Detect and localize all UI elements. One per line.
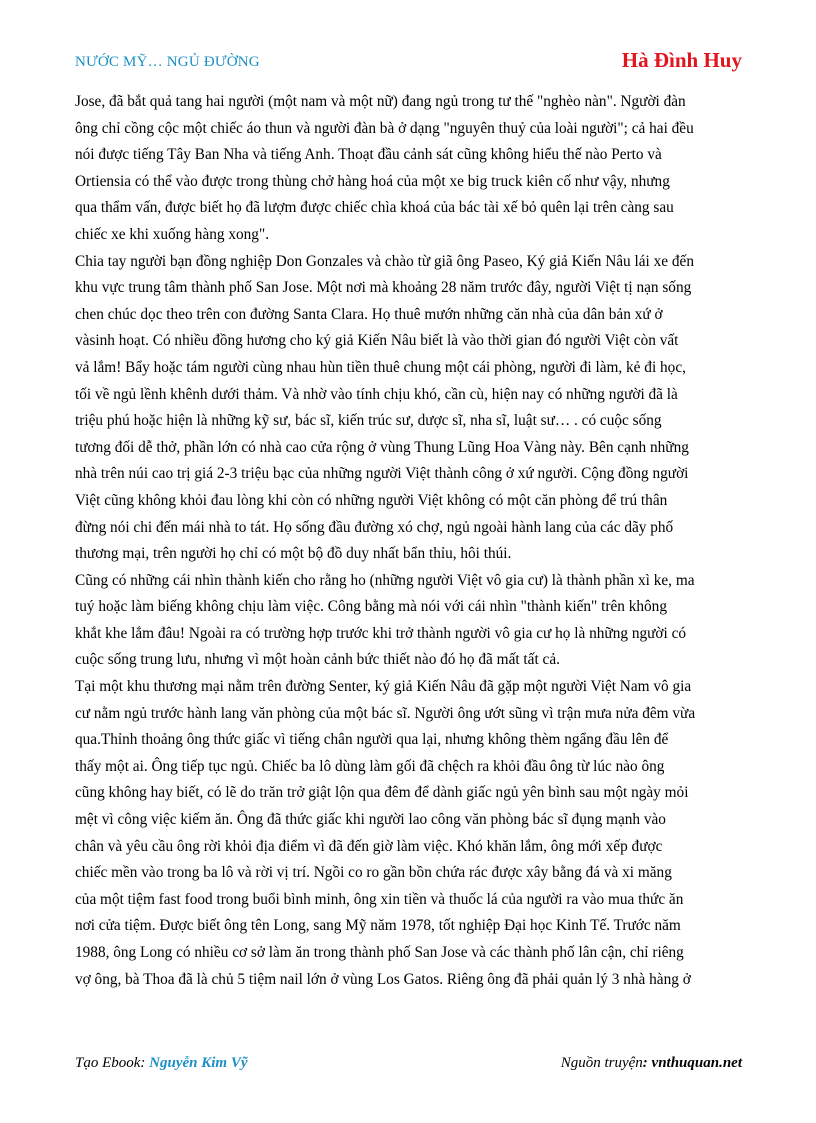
text-line: Tại một khu thương mại nằm trên đường Senter, ký giả Kiến Nâu đã gặp một người Việt Nam vô gia	[75, 678, 692, 696]
text-line: tương đối dễ thở, phần lớn có nhà cao cửa rộng ở vùng Thung Lũng Hoa Vàng này. Bên cạnh những	[75, 438, 689, 456]
text-line: chiếc mền vào trong ba lô và rời vị trí. Ngồi co ro gần bồn chứa rác được xây bằng đá và xi măng	[75, 864, 672, 882]
text-line: nhà trên núi cao trị giá 2-3 triệu bạc của những người Việt thành công ở xứ người. Cộng đồng người	[75, 465, 689, 483]
text-line: thương mại, trên người họ chỉ có một bộ đồ duy nhất bẩn thỉu, hôi thúi.	[75, 545, 512, 563]
text-line: ông chỉ cồng cộc một chiếc áo thun và người đàn bà ở dạng "nguyên thuỷ của loài người"; cả hai đều	[75, 119, 694, 137]
text-line: đừng nói chi đến mái nhà to tát. Họ sống đầu đường xó chợ, ngủ ngoài hành lang của các dãy phố	[75, 518, 674, 536]
text-line: qua.Thỉnh thoảng ông thức giấc vì tiếng chân người qua lại, nhưng không thèm ngẩng đầu lên để	[75, 731, 669, 749]
text-line: tuý hoặc làm biếng không chịu làm việc. Công bằng mà nói với cái nhìn "thành kiến" trên không	[75, 598, 667, 616]
source-credit	[561, 1055, 742, 1072]
page-body	[75, 89, 742, 993]
text-line: triệu phú hoặc hiện là những kỹ sư, bác sĩ, kiến trúc sư, dược sĩ, nha sĩ, luật sư… . có cuộc sống	[75, 412, 662, 430]
text-line: Việt cũng không khỏi đau lòng khi còn có những người Việt không có một căn phòng để trú thân	[75, 491, 668, 509]
text-line: Ortiensia có thể vào được trong thùng chở hàng hoá của một xe big truck kiên cố như vậy, nhưng	[75, 172, 670, 190]
text-line: Cũng có những cái nhìn thành kiến cho rằng ho (những người Việt vô gia cư) là thành phần xì ke, ma	[75, 571, 695, 589]
text-line: thấy một ai. Ông tiếp tục ngủ. Chiếc ba lô dùng làm gối đã chệch ra khỏi đầu ông từ lúc nào ông	[75, 757, 665, 775]
book-title: NƯỚC MỸ… NGỦ ĐƯỜNG	[75, 54, 260, 70]
source-separator: :	[642, 1055, 652, 1071]
text-line: Jose, đã bắt quả tang hai người (một nam và một nữ) đang ngủ trong tư thế "nghèo nàn". Người đàn	[75, 93, 686, 110]
text-line: tối về ngủ lềnh khênh dưới thảm. Và nhờ vào tính chịu khó, cần cù, hiện nay có những người đã là	[75, 385, 678, 403]
text-line: Chia tay người bạn đồng nghiệp Don Gonzales và chào từ giã ông Paseo, Ký giả Kiến Nâu lái xe đến	[75, 252, 694, 270]
text-line: chân và yêu cầu ông rời khỏi địa điểm vì đã đến giờ làm việc. Khó khăn lắm, ông mới xếp được	[75, 837, 663, 855]
ebook-label: Tạo Ebook	[75, 1055, 141, 1071]
text-line: vợ ông, bà Thoa đã là chủ 5 tiệm nail lớn ở vùng Los Gatos. Riêng ông đã phải quản lý 3 nhà hàng ở	[75, 970, 691, 988]
text-line: vả lắm! Bẩy hoặc tám người cùng nhau hùn tiền thuê chung một cái phòng, người đi làm, kẻ đi học,	[75, 358, 686, 376]
author-name: Hà Đình Huy	[621, 48, 742, 72]
text-line: chen chúc dọc theo trên con đường Santa Clara. Họ thuê mướn những căn nhà của dân bản xứ ở	[75, 305, 663, 323]
source-label: Nguồn truyện	[560, 1055, 643, 1071]
text-line: cuộc sống trung lưu, nhưng vì một hoàn cảnh bức thiết nào đó họ đã mất tất cả.	[75, 651, 560, 669]
text-line: của một tiệm fast food trong buổi bình minh, ông xin tiền và thuốc lá của người ra vào mua thức ăn	[75, 890, 684, 908]
paragraph	[75, 674, 742, 993]
text-line: chiếc xe khi xuống hàng xong".	[75, 225, 270, 243]
text-line: cũng không hay biết, có lẽ do trăn trở giật lộn qua đêm để dành giấc ngủ yên bình sau một ngày mỏi	[75, 784, 689, 802]
source-site: vnthuquan.net	[651, 1055, 742, 1071]
paragraph	[75, 89, 742, 249]
ebook-separator: :	[140, 1055, 150, 1071]
page-footer	[75, 1055, 742, 1075]
ebook-credit	[75, 1055, 248, 1072]
text-line: vàsinh hoạt. Có nhiều đồng hương cho ký giả Kiến Nâu biết là vào thời gian đó người Việt còn vất	[75, 332, 679, 350]
text-line: nói được tiếng Tây Ban Nha và tiếng Anh. Thoạt đầu cảnh sát cũng không hiểu thế nào Perto và	[75, 146, 662, 164]
text-line: mệt vì công việc kiếm ăn. Ông đã thức giấc khi người lao công văn phòng bác sĩ đụng mạnh vào	[75, 811, 666, 829]
ebook-creator-name: Nguyễn Kim Vỹ	[149, 1055, 248, 1071]
text-line: khu vực trung tâm thành phố San Jose. Một nơi mà khoảng 28 năm trước đây, người Việt tị nạn sống	[75, 279, 692, 297]
text-line: nơi cửa tiệm. Được biết ông tên Long, sang Mỹ năm 1978, tốt nghiệp Đại học Kinh Tế. Trước năm	[75, 917, 681, 935]
page-header	[75, 48, 742, 78]
text-line: qua thẩm vấn, được biết họ đã lượm được chiếc chìa khoá của bác tài xế bỏ quên lại trên càng sau	[75, 199, 674, 217]
text-line: cư nằm ngủ trước hành lang văn phòng của một bác sĩ. Người ông ướt sũng vì trận mưa nửa đêm vừa	[75, 704, 696, 722]
paragraph	[75, 568, 742, 674]
paragraph	[75, 249, 742, 568]
text-line: khắt khe lắm đâu! Ngoài ra có trường hợp trước khi trở thành người vô gia cư họ là những người có	[75, 624, 687, 642]
text-line: 1988, ông Long có nhiều cơ sở làm ăn trong thành phố San Jose và các thành phố lân cận, chỉ riêng	[75, 944, 684, 961]
